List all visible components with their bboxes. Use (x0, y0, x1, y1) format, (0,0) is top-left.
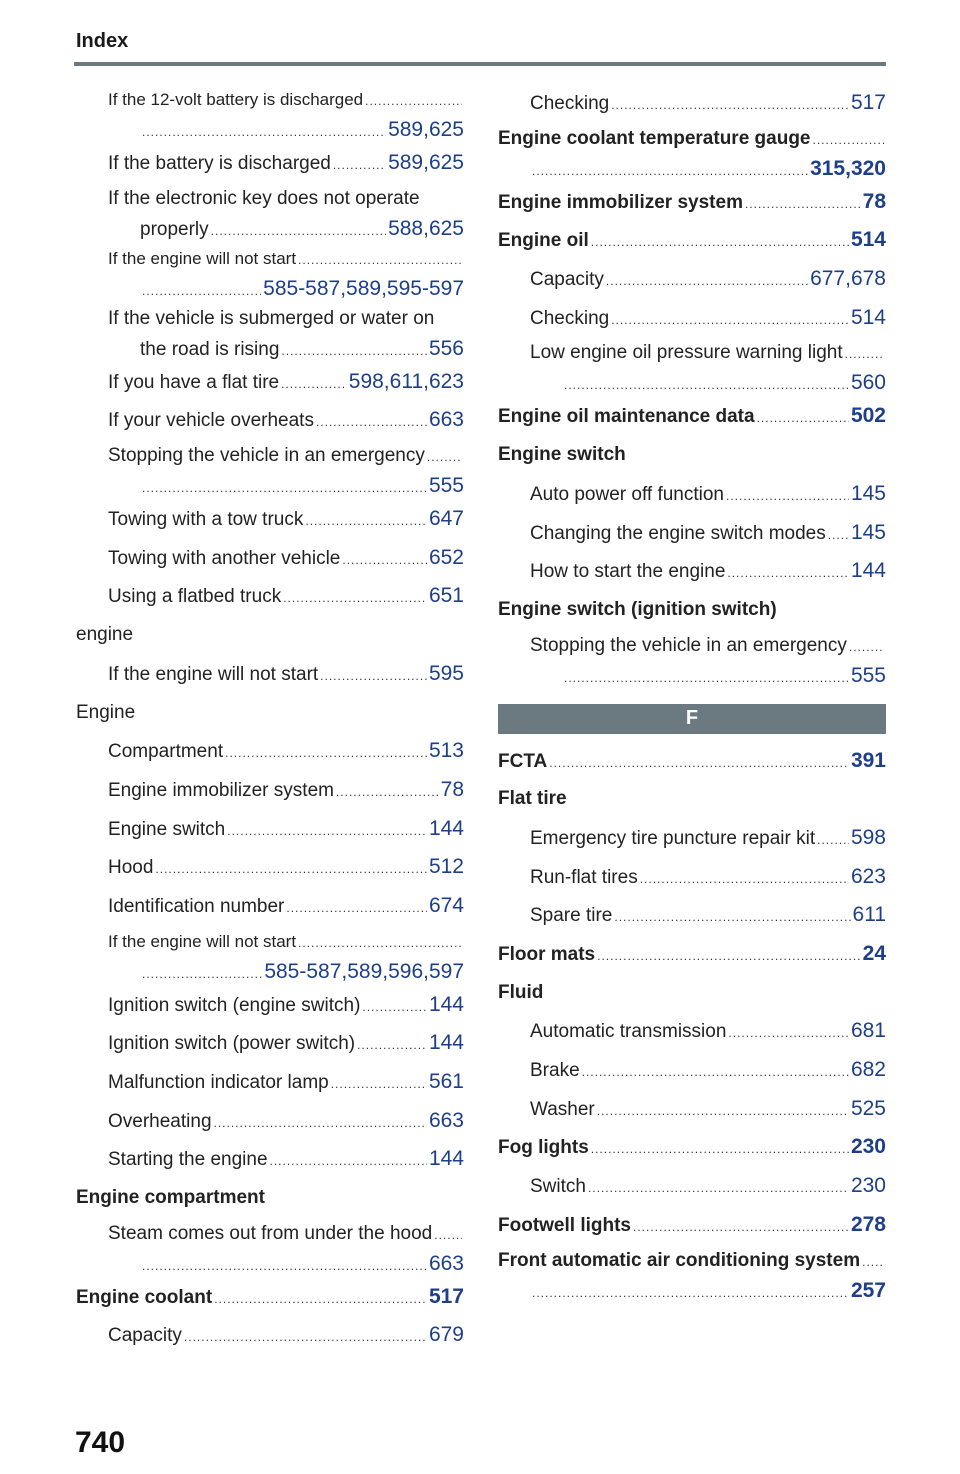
leader-dots (333, 146, 386, 185)
leader-dots (281, 365, 347, 404)
entry-page-ref[interactable]: 560 (850, 371, 886, 395)
entry-page-ref[interactable]: 512 (428, 855, 464, 879)
index-entry-floor-mats[interactable] (498, 935, 886, 974)
index-entry-engine-compartment[interactable] (76, 1179, 464, 1218)
entry-page-ref[interactable]: 651 (428, 584, 464, 608)
entry-label: Fog lights (498, 1137, 589, 1159)
index-entry-towing-with-a-tow-truck[interactable] (76, 500, 464, 539)
leader-dots (828, 516, 849, 555)
entry-label: If the electronic key does not operate (108, 187, 420, 209)
entry-page-ref[interactable]: 556 (428, 336, 464, 360)
leader-dots (342, 541, 427, 580)
index-entry-if-the-vehicle-is-submerged-or-water-on[interactable] (76, 303, 464, 363)
leader-dots (532, 157, 808, 186)
index-entry-automatic-transmission[interactable] (498, 1012, 886, 1051)
entry-label-continued: properly (140, 218, 209, 240)
index-entry-stopping-the-vehicle-in-an-emergency[interactable] (76, 440, 464, 500)
entry-label: Engine compartment (76, 1187, 265, 1209)
entry-label: Engine immobilizer system (108, 779, 334, 801)
entry-label: Engine oil (498, 230, 589, 252)
entry-label: Capacity (108, 1325, 182, 1347)
leader-dots (365, 86, 462, 117)
entry-page-ref[interactable]: 230 (850, 1174, 886, 1198)
entry-label: Towing with a tow truck (108, 509, 304, 531)
entry-page-ref[interactable]: 145 (850, 481, 886, 505)
entry-page-ref[interactable]: 78 (862, 189, 886, 213)
entry-label: Checking (530, 307, 610, 329)
entry-page-ref[interactable]: 144 (428, 1147, 464, 1171)
leader-dots (227, 812, 427, 851)
leader-dots (331, 1065, 427, 1104)
entry-page-ref[interactable]: 391 (850, 748, 886, 772)
index-entry-if-the-battery-is-discharged[interactable] (76, 144, 464, 183)
entry-label: Stopping the vehicle in an emergency (108, 445, 425, 467)
index-entry-front-automatic-air-conditioning-system[interactable] (498, 1245, 886, 1305)
entry-page-ref[interactable]: 611 (852, 903, 886, 927)
leader-dots (211, 217, 386, 246)
leader-dots (362, 988, 427, 1027)
entry-label: Emergency tire puncture repair kit (530, 827, 816, 849)
index-entry-stopping-the-vehicle-in-an-emergency[interactable] (498, 630, 886, 690)
header-divider (74, 62, 886, 66)
index-entry-engine-coolant-temperature-gauge[interactable] (498, 123, 886, 183)
entry-label: Engine (76, 701, 136, 723)
index-entry-engine-switch[interactable] (498, 436, 886, 475)
entry-label: Spare tire (530, 905, 613, 927)
leader-dots (214, 1104, 427, 1143)
entry-label: If the battery is discharged (108, 153, 331, 174)
leader-dots (298, 928, 462, 959)
entry-page-ref[interactable]: 555 (428, 474, 464, 498)
entry-page-ref[interactable]: 623 (850, 864, 886, 888)
leader-dots (606, 262, 808, 301)
leader-dots (813, 125, 885, 156)
entry-label: If you have a flat tire (108, 371, 280, 393)
leader-dots (726, 477, 849, 516)
leader-dots (184, 1318, 427, 1357)
index-entry-if-the-12-volt-battery-is-discharged[interactable] (76, 84, 464, 144)
entry-label: Checking (530, 93, 610, 114)
index-entry-compartment[interactable] (76, 732, 464, 771)
index-entry-identification-number[interactable] (76, 887, 464, 926)
entry-label: Compartment (108, 741, 224, 763)
index-column-left (76, 84, 464, 1355)
entry-page-ref[interactable]: 598 (850, 825, 886, 849)
index-entry-capacity[interactable] (498, 260, 886, 299)
page-number: 740 (75, 1426, 126, 1459)
entry-page-ref[interactable]: 598,611,623 (348, 369, 464, 393)
entry-label: Malfunction indicator lamp (108, 1072, 329, 1093)
entry-page-ref[interactable]: 145 (850, 520, 886, 544)
entry-page-ref[interactable]: 315,320 (810, 156, 886, 180)
entry-page-ref[interactable]: 230 (850, 1135, 886, 1159)
entry-page-ref[interactable]: 647 (428, 507, 464, 531)
entry-label: Stopping the vehicle in an emergency (530, 634, 847, 656)
leader-dots (336, 773, 439, 812)
index-entry-if-the-electronic-key-does-not-operate[interactable] (76, 183, 464, 243)
entry-page-ref[interactable]: 514 (850, 228, 886, 252)
entry-label: Engine coolant (76, 1286, 213, 1308)
leader-dots (611, 301, 849, 340)
leader-dots (214, 1280, 427, 1319)
index-column-right (498, 84, 886, 1305)
leader-dots (286, 889, 427, 928)
leader-dots (281, 337, 427, 366)
entry-label: Run-flat tires (530, 866, 638, 888)
leader-dots (564, 664, 849, 693)
entry-label: Flat tire (498, 788, 567, 810)
entry-page-ref[interactable]: 589,625 (388, 151, 464, 174)
entry-page-ref[interactable]: 679 (428, 1323, 464, 1347)
entry-label: If the engine will not start (108, 931, 297, 951)
entry-label: Switch (530, 1176, 586, 1198)
leader-dots (427, 442, 462, 473)
index-entry-capacity[interactable] (76, 1316, 464, 1355)
entry-page-ref[interactable]: 144 (428, 992, 464, 1016)
leader-dots (142, 474, 427, 503)
entry-page-ref[interactable]: 663 (428, 408, 464, 432)
entry-label: Engine switch (ignition switch) (498, 598, 777, 620)
entry-page-ref[interactable]: 517 (428, 1284, 464, 1308)
entry-label: Changing the engine switch modes (530, 522, 826, 544)
entry-label: If your vehicle overheats (108, 410, 314, 432)
leader-dots (142, 1252, 427, 1281)
entry-page-ref[interactable]: 502 (850, 404, 886, 428)
index-entry-if-the-engine-will-not-start[interactable] (76, 243, 464, 303)
entry-label: Floor mats (498, 944, 596, 965)
leader-dots (591, 223, 849, 262)
index-entry-overheating[interactable] (76, 1102, 464, 1141)
entry-page-ref[interactable]: 144 (850, 559, 886, 583)
leader-dots (633, 1208, 849, 1247)
leader-dots (745, 185, 861, 224)
entry-label: Using a flatbed truck (108, 586, 282, 608)
entry-label-continued: the road is rising (140, 338, 280, 360)
index-entry-ignition-switch-engine-switch[interactable] (76, 986, 464, 1025)
entry-label: Capacity (530, 269, 604, 291)
entry-page-ref[interactable]: 144 (428, 816, 464, 840)
entry-label: Towing with another vehicle (108, 547, 341, 569)
entry-page-ref[interactable]: 278 (850, 1212, 886, 1236)
index-entry-fcta[interactable] (498, 742, 886, 781)
entry-label: Hood (108, 857, 154, 879)
leader-dots (142, 118, 386, 147)
leader-dots (305, 502, 427, 541)
entry-page-ref[interactable]: 514 (850, 305, 886, 329)
index-entry-using-a-flatbed-truck[interactable] (76, 577, 464, 616)
index-entry-run-flat-tires[interactable] (498, 858, 886, 897)
entry-label: If the engine will not start (108, 248, 297, 268)
entry-label: FCTA (498, 750, 548, 772)
entry-label: Engine switch (498, 444, 626, 466)
entry-page-ref[interactable]: 24 (862, 942, 886, 965)
entry-label: Ignition switch (power switch) (108, 1033, 356, 1055)
entry-page-ref[interactable]: 663 (428, 1108, 464, 1132)
entry-label: Engine switch (108, 818, 226, 840)
leader-dots (588, 1169, 849, 1208)
entry-page-ref[interactable]: 257 (850, 1278, 886, 1302)
leader-dots (582, 1053, 849, 1092)
index-entry-ignition-switch-power-switch[interactable] (76, 1024, 464, 1063)
index-entry-towing-with-another-vehicle[interactable] (76, 539, 464, 578)
entry-page-ref[interactable]: 144 (428, 1031, 464, 1055)
index-entry-engine-switch-ignition-switch[interactable] (498, 591, 886, 630)
leader-dots (614, 898, 850, 937)
index-entry-checking[interactable] (498, 299, 886, 338)
index-entry-auto-power-off-function[interactable] (498, 475, 886, 514)
leader-dots (434, 1220, 462, 1251)
entry-page-ref[interactable]: 513 (428, 739, 464, 763)
leader-dots (298, 245, 462, 276)
leader-dots (532, 1279, 849, 1308)
leader-dots (849, 632, 884, 663)
entry-label: Front automatic air conditioning system (498, 1249, 861, 1271)
entry-label: Automatic transmission (530, 1021, 727, 1043)
index-entry-if-you-have-a-flat-tire[interactable] (76, 363, 464, 402)
index-entry-flat-tire[interactable] (498, 780, 886, 819)
entry-label: If the vehicle is submerged or water on (108, 307, 435, 329)
index-entry-fog-lights[interactable] (498, 1128, 886, 1167)
leader-dots (591, 1130, 849, 1169)
entry-label: Ignition switch (engine switch) (108, 994, 361, 1016)
entry-label: Identification number (108, 895, 285, 917)
page-header-title: Index (76, 30, 129, 52)
entry-page-ref[interactable]: 663 (428, 1251, 464, 1275)
leader-dots (640, 860, 849, 899)
entry-page-ref[interactable]: 589,625 (388, 118, 464, 141)
leader-dots (549, 744, 849, 783)
index-entry-engine-switch[interactable] (76, 810, 464, 849)
entry-label: Steam comes out from under the hood (108, 1222, 433, 1244)
index-entry-footwell-lights[interactable] (498, 1206, 886, 1245)
entry-label: Auto power off function (530, 483, 724, 505)
leader-dots (142, 960, 262, 989)
entry-page-ref[interactable]: 588,625 (388, 216, 464, 240)
index-entry-emergency-tire-puncture-repair-kit[interactable] (498, 819, 886, 858)
index-entry-engine-oil-maintenance-data[interactable] (498, 397, 886, 436)
entry-label: Brake (530, 1060, 580, 1082)
leader-dots (564, 371, 849, 400)
entry-page-ref[interactable]: 517 (850, 91, 886, 114)
entry-label: engine (76, 624, 134, 646)
entry-page-ref[interactable]: 78 (440, 777, 464, 801)
entry-label: Footwell lights (498, 1214, 631, 1236)
entry-label: Starting the engine (108, 1149, 268, 1171)
entry-label: How to start the engine (530, 561, 726, 583)
entry-label: Low engine oil pressure warning light (530, 342, 843, 364)
leader-dots (611, 86, 849, 125)
index-entry-spare-tire[interactable] (498, 896, 886, 935)
entry-page-ref[interactable]: 682 (850, 1058, 886, 1082)
leader-dots (316, 403, 427, 442)
index-entry-low-engine-oil-pressure-warning-light[interactable] (498, 337, 886, 397)
entry-page-ref[interactable]: 561 (428, 1070, 464, 1093)
index-entry-if-the-engine-will-not-start[interactable] (76, 655, 464, 694)
leader-dots (597, 1092, 849, 1131)
leader-dots (357, 1026, 427, 1065)
index-entry-malfunction-indicator-lamp[interactable] (76, 1063, 464, 1102)
leader-dots (757, 399, 849, 438)
index-entry-starting-the-engine[interactable] (76, 1140, 464, 1179)
entry-label: Engine coolant temperature gauge (498, 127, 811, 149)
index-entry-fluid[interactable] (498, 974, 886, 1013)
entry-label: If the 12-volt battery is discharged (108, 90, 364, 109)
entry-page-ref[interactable]: 652 (428, 545, 464, 569)
entry-label: Fluid (498, 981, 544, 1003)
entry-page-ref[interactable]: 525 (850, 1096, 886, 1120)
leader-dots (817, 821, 849, 860)
index-entry-steam-comes-out-from-under-the-hood[interactable] (76, 1218, 464, 1278)
index-entry-engine-coolant[interactable] (76, 1278, 464, 1317)
leader-dots (283, 579, 427, 618)
leader-dots (597, 937, 861, 976)
index-entry-engine-immobilizer-system[interactable] (76, 771, 464, 810)
entry-label: If the engine will not start (108, 663, 319, 685)
index-entry-how-to-start-the-engine[interactable] (498, 552, 886, 591)
section-header-f: F (498, 704, 886, 734)
index-entry-checking[interactable] (498, 84, 886, 123)
index-entry-changing-the-engine-switch-modes[interactable] (498, 514, 886, 553)
leader-dots (320, 657, 427, 696)
leader-dots (727, 554, 849, 593)
index-entry-switch[interactable] (498, 1167, 886, 1206)
entry-page-ref[interactable]: 555 (850, 663, 886, 687)
entry-label: Overheating (108, 1110, 212, 1132)
leader-dots (845, 339, 884, 370)
index-entry-engine-immobilizer-system[interactable] (498, 183, 886, 222)
entry-page-ref[interactable]: 674 (428, 893, 464, 917)
leader-dots (270, 1142, 427, 1181)
index-entry-engine[interactable] (76, 694, 464, 733)
index-entry-washer[interactable] (498, 1090, 886, 1129)
entry-page-ref[interactable]: 677,678 (810, 267, 886, 291)
entry-page-ref[interactable]: 595 (428, 661, 464, 685)
leader-dots (155, 850, 427, 889)
entry-label: Washer (530, 1098, 595, 1120)
index-entry-engine[interactable] (76, 616, 464, 655)
entry-page-ref[interactable]: 585-587,589,595-597 (263, 276, 464, 300)
entry-page-ref[interactable]: 585-587,589,596,597 (264, 959, 464, 983)
index-entry-if-the-engine-will-not-start[interactable] (76, 926, 464, 986)
leader-dots (142, 277, 261, 306)
index-entry-hood[interactable] (76, 848, 464, 887)
entry-label: Engine immobilizer system (498, 191, 743, 213)
leader-dots (728, 1014, 849, 1053)
index-entry-brake[interactable] (498, 1051, 886, 1090)
entry-label: Engine oil maintenance data (498, 406, 755, 428)
leader-dots (862, 1247, 884, 1278)
entry-page-ref[interactable]: 681 (850, 1019, 886, 1043)
leader-dots (225, 734, 427, 773)
index-entry-if-your-vehicle-overheats[interactable] (76, 401, 464, 440)
index-entry-engine-oil[interactable] (498, 221, 886, 260)
